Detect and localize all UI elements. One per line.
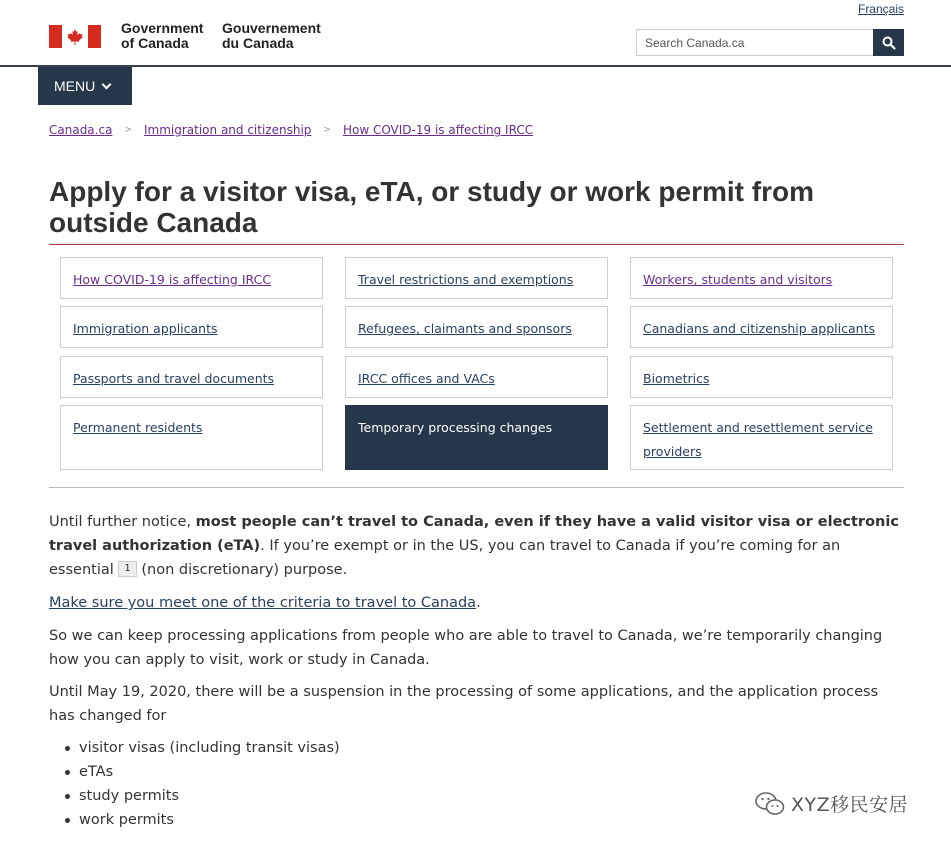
breadcrumb-link-immigration[interactable]: Immigration and citizenship bbox=[143, 123, 312, 137]
breadcrumb-separator-icon: > bbox=[124, 125, 132, 135]
language-toggle-link[interactable]: Français bbox=[857, 2, 904, 16]
signature-en-line2: of Canada bbox=[121, 35, 189, 51]
notice-bold-text: most people can’t travel to Canada, even if they have a valid visitor visa or electronic travel authorization (eTA) bbox=[49, 514, 899, 554]
wechat-watermark bbox=[755, 790, 908, 817]
search-button[interactable] bbox=[873, 29, 904, 56]
tile-link-permanent-residents[interactable]: Permanent residents bbox=[73, 420, 203, 435]
tile-settlement[interactable] bbox=[630, 405, 893, 470]
breadcrumb-link-canada[interactable]: Canada.ca bbox=[49, 123, 113, 137]
tile-link-passports[interactable]: Passports and travel documents bbox=[73, 371, 275, 386]
footnote-link[interactable]: 1 bbox=[118, 561, 136, 577]
tile-biometrics[interactable] bbox=[630, 356, 893, 398]
tile-link-biometrics[interactable]: Biometrics bbox=[643, 371, 710, 386]
processing-paragraph: So we can keep processing applications from people who are able to travel to Canada, we’re temporarily changing how you can apply to visit, work or study in Canada. bbox=[49, 628, 883, 668]
page-title: Apply for a visitor visa, eTA, or study or work permit from outside Canada bbox=[49, 176, 814, 238]
canada-flag-logo[interactable] bbox=[49, 25, 101, 48]
tile-covid[interactable] bbox=[60, 257, 323, 299]
signature-fr-line1: Gouvernement bbox=[222, 20, 321, 36]
chevron-down-icon bbox=[102, 79, 112, 89]
tile-link-covid[interactable]: How COVID-19 is affecting IRCC bbox=[73, 272, 272, 287]
tile-link-settlement[interactable]: Settlement and resettlement service providers bbox=[643, 420, 873, 459]
tile-refugees[interactable] bbox=[345, 306, 608, 348]
list-item: eTAs bbox=[79, 760, 340, 784]
menu-label: MENU bbox=[54, 78, 96, 94]
tile-link-canadians-citizenship[interactable]: Canadians and citizenship applicants bbox=[643, 321, 875, 336]
list-item: work permits bbox=[79, 808, 340, 832]
search-input[interactable] bbox=[636, 29, 873, 56]
signature-en-line1: Government bbox=[121, 20, 204, 36]
menu-button[interactable] bbox=[38, 67, 132, 105]
wechat-icon bbox=[755, 791, 785, 817]
signature-fr-line2: du Canada bbox=[222, 35, 294, 51]
maple-leaf-icon bbox=[66, 28, 84, 46]
search-form bbox=[636, 29, 904, 56]
notice-text-start: Until further notice, bbox=[49, 514, 196, 530]
tile-canadians-citizenship[interactable] bbox=[630, 306, 893, 348]
tile-link-temporary-processing[interactable]: Temporary processing changes bbox=[358, 420, 553, 435]
tile-link-immigration-applicants[interactable]: Immigration applicants bbox=[73, 321, 218, 336]
tile-link-workers-students[interactable]: Workers, students and visitors bbox=[643, 272, 833, 287]
tile-link-ircc-offices[interactable]: IRCC offices and VACs bbox=[358, 371, 495, 386]
list-item: study permits bbox=[79, 784, 340, 808]
tile-ircc-offices[interactable] bbox=[345, 356, 608, 398]
tile-workers-students[interactable] bbox=[630, 257, 893, 299]
search-icon bbox=[882, 36, 896, 50]
government-signature-fr[interactable] bbox=[222, 21, 321, 51]
content-divider bbox=[49, 487, 904, 488]
breadcrumb-link-covid[interactable]: How COVID-19 is affecting IRCC bbox=[342, 123, 534, 137]
tile-permanent-residents[interactable] bbox=[60, 405, 323, 470]
header-divider bbox=[0, 65, 951, 67]
criteria-period: . bbox=[476, 595, 481, 611]
tile-link-refugees[interactable]: Refugees, claimants and sponsors bbox=[358, 321, 572, 336]
tile-link-travel-restrictions[interactable]: Travel restrictions and exemptions bbox=[358, 272, 574, 287]
suspension-paragraph: Until May 19, 2020, there will be a suspension in the processing of some applications, and the application process has changed for bbox=[49, 684, 879, 724]
notice-text-rest: . If you’re exempt or in the US, you can travel to Canada if you’re coming for an essential bbox=[49, 538, 841, 578]
tile-passports[interactable] bbox=[60, 356, 323, 398]
list-item: visitor visas (including transit visas) bbox=[79, 736, 340, 760]
breadcrumb bbox=[49, 123, 533, 137]
government-signature-en[interactable] bbox=[121, 21, 203, 51]
tile-temporary-processing-active[interactable] bbox=[345, 405, 608, 470]
title-underline bbox=[49, 244, 904, 245]
tile-immigration-applicants[interactable] bbox=[60, 306, 323, 348]
watermark-text: XYZ移民安居 bbox=[791, 794, 909, 816]
breadcrumb-separator-icon: > bbox=[323, 125, 331, 135]
criteria-link[interactable]: Make sure you meet one of the criteria to travel to Canada bbox=[49, 595, 477, 611]
tile-travel-restrictions[interactable] bbox=[345, 257, 608, 299]
application-types-list bbox=[79, 736, 340, 832]
notice-paragraph bbox=[49, 510, 899, 582]
criteria-paragraph bbox=[49, 591, 899, 615]
notice-text-end: (non discretionary) purpose. bbox=[136, 562, 348, 578]
